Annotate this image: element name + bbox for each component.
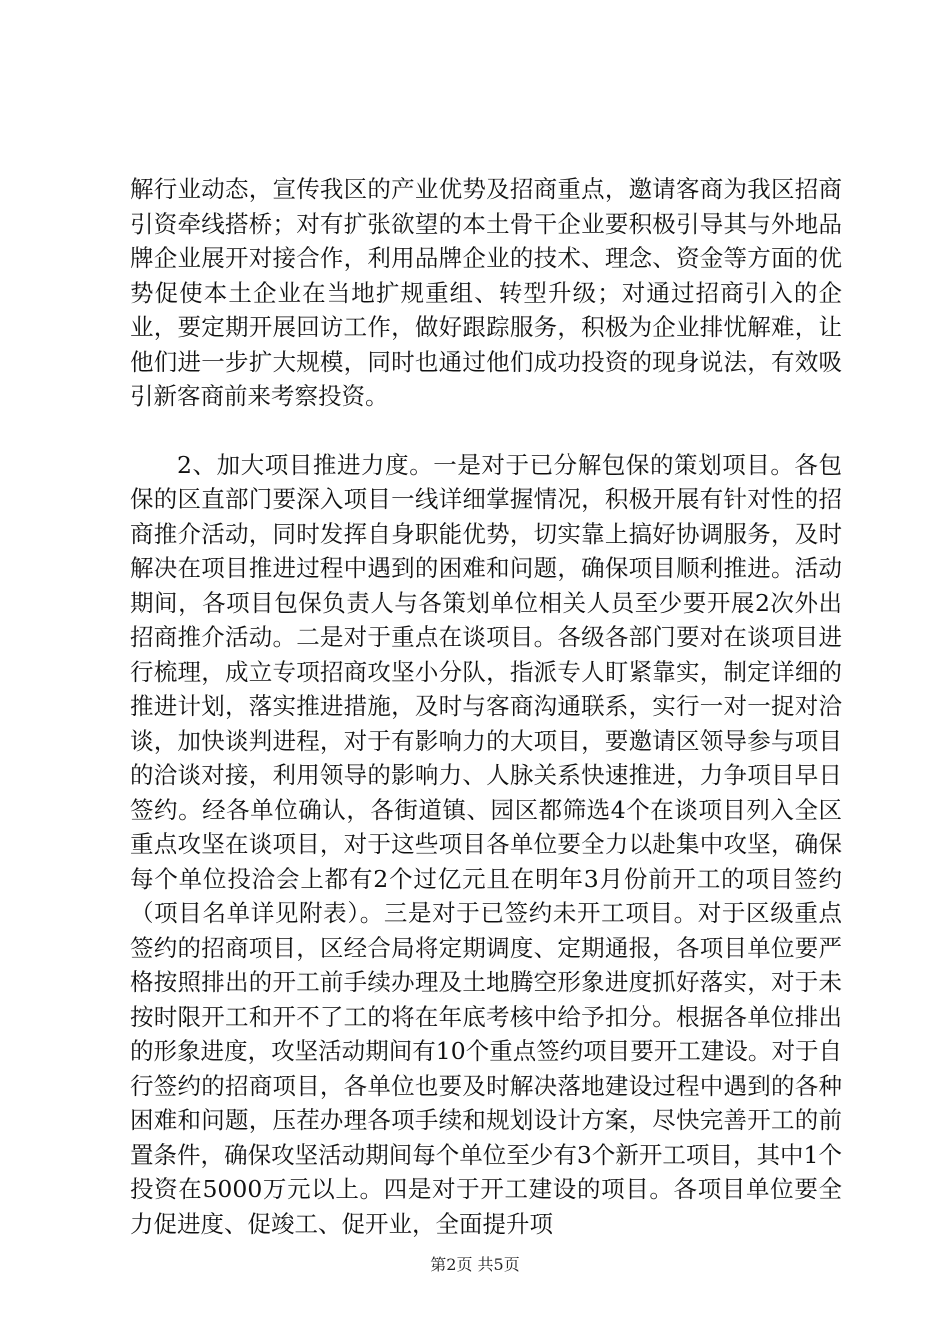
paragraph-continuation: 解行业动态，宣传我区的产业优势及招商重点，邀请客商为我区招商引资牵线搭桥；对有扩张欲望的本土骨干企业要积极引导其与外地品牌企业展开对接合作，利用品牌企业的技术、理念、资金等方面的优势促使本土企业在当地扩规重组、转型升级；对通过招商引入的企业，要定期开展回访工作，做好跟踪服务，积极为企业排忧解难，让他们进一步扩大规模，同时也通过他们成功投资的现身说法，有效吸引新客商前来考察投资。 [130,175,842,410]
page-footer: 第2页 共5页 [430,1255,520,1274]
paragraph-project-promotion: 2、加大项目推进力度。一是对于已分解包保的策划项目。各包保的区直部门要深入项目一线详细掌握情况，积极开展有针对性的招商推介活动，同时发挥自身职能优势，切实靠上搞好协调服务，及时解决在项目推进过程中遇到的困难和问题，确保项目顺利推进。活动期间，各项目包保负责人与各策划单位相关人员至少要开展2次外出招商推介活动。二是对于重点在谈项目。各级各部门要对在谈项目进行梳理，成立专项招商攻坚小分队，指派专人盯紧靠实，制定详细的推进计划，落实推进措施，及时与客商沟通联系，实行一对一捉对洽谈，加快谈判进程，对于有影响力的大项目，要邀请区领导参与项目的洽谈对接，利用领导的影响力、人脉关系快速推进，力争项目早日签约。经各单位确认，各街道镇、园区都筛选4个在谈项目列入全区重点攻坚在谈项目，对于这些项目各单位要全力以赴集中攻坚，确保每个单位投洽会上都有2个过亿元且在明年3月份前开工的项目签约（项目名单详见附表）。三是对于已签约未开工项目。对于区级重点签约的招商项目，区经合局将定期调度、定期通报，各项目单位要严格按照排出的开工前手续办理及土地腾空形象进度抓好落实，对于未按时限开工和开不了工的将在年底考核中给予扣分。根据各单位排出的形象进度，攻坚活动期间有10个重点签约项目要开工建设。对于自行签约的招商项目，各单位也要及时解决落地建设过程中遇到的各种困难和问题，压茬办理各项手续和规划设计方案，尽快完善开工的前置条件，确保攻坚活动期间每个单位至少有3个新开工项目，其中1个投资在5000万元以上。四是对于开工建设的项目。各项目单位要全力促进度、促竣工、促开业，全面提升项 [130,450,842,1238]
document-body [130,172,842,1241]
